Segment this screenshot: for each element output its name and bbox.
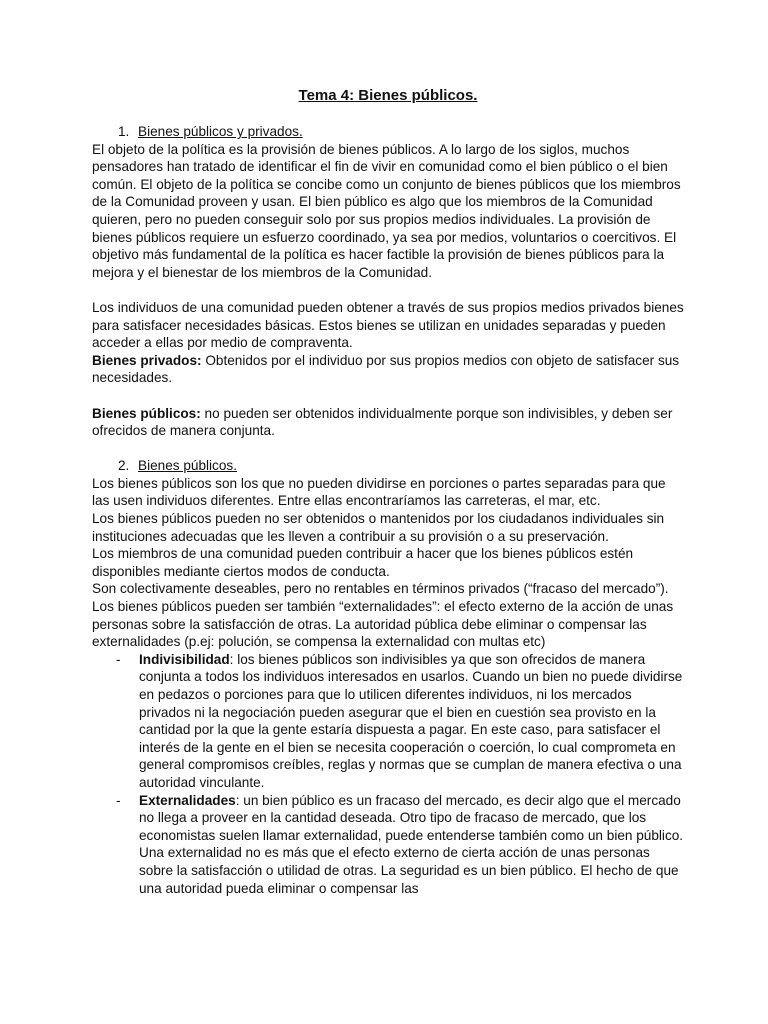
section-heading-1 [92, 123, 684, 141]
paragraph-gap [92, 440, 684, 458]
bullet-body [139, 792, 684, 898]
bullet-item-indivisibilidad [92, 651, 684, 792]
section-title: Bienes públicos. [138, 458, 237, 474]
document-page [92, 86, 684, 897]
definition-label: Bienes públicos: [92, 405, 201, 421]
paragraph: Son colectivamente deseables, pero no rentables en términos privados (“fracaso del mercado”). Los bienes públicos pueden ser también “externalidades”: el efecto externo de la acción de unas personas sobre la satisfacción de otras. La autoridad pública debe eliminar o compensar las externalidades (p.ej: polución, se compensa la externalidad con multas etc) [92, 581, 674, 650]
document-title: Tema 4: Bienes públicos. [298, 87, 478, 104]
bullet-label: Externalidades [139, 792, 236, 808]
definition-text: no pueden ser obtenidos individualmente porque son indivisibles, y deben ser ofrecidos de manera conjunta. [92, 405, 673, 439]
section-heading-2 [92, 457, 684, 475]
bullet-item-externalidades [92, 792, 684, 898]
bullet-dash: - [116, 792, 121, 808]
definition-text: Obtenidos por el individuo por sus propios medios con objeto de satisfacer sus necesidades. [92, 352, 680, 386]
bullet-label: Indivisibilidad [139, 651, 230, 667]
definition-label: Bienes privados: [92, 352, 202, 368]
paragraph: Los miembros de una comunidad pueden contribuir a hacer que los bienes públicos estén disponibles mediante ciertos modos de conducta. [92, 546, 634, 579]
section-title: Bienes públicos y privados. [138, 124, 303, 139]
paragraph-gap [92, 387, 684, 405]
section-number: 1. [118, 124, 130, 139]
paragraph: Los bienes públicos son los que no pueden dividirse en porciones o partes separadas para que las usen individuos diferentes. Entre ellas encontraríamos las carreteras, el mar, etc. [92, 475, 666, 509]
bullet-text: : un bien público es un fracaso del mercado, es decir algo que el mercado no llega a proveer en la cantidad deseada. Otro tipo de fracaso de mercado, que los economistas suelen llamar externalidad, puede entenderse también como un bien público. Una externalidad no es más que el efecto externo de cierta acción de unas personas sobre la satisfacción o utilidad de otras. La seguridad es un bien público. El hecho de que una autoridad pueda eliminar o compensar las [139, 792, 684, 896]
paragraph-gap [92, 281, 684, 299]
definition-privados [92, 352, 684, 387]
bullet-body [139, 651, 684, 792]
bullet-text: : los bienes públicos son indivisibles ya que son ofrecidos de manera conjunta a todos los individuos interesados en usarlos. Cuando un bien no puede dividirse en pedazos o porciones para que lo utilicen diferentes individuos, ni los mercados privados ni la negociación pueden asegurar que el bien en cuestión sea provisto en la cantidad por la que la gente estaría dispuesta a pagar. En este caso, para satisfacer el interés de la gente en el bien se necesita cooperación o coerción, lo cual comprometa en general compromisos creíbles, reglas y normas que se cumplan de manera efectiva o una autoridad vinculante. [139, 651, 683, 790]
bullet-dash: - [116, 651, 121, 667]
paragraph: El objeto de la política es la provisión de bienes públicos. A lo largo de los siglos, muchos pensadores han tratado de identificar el fin de vivir en comunidad como el bien público o el bien común. El objeto de la política se concibe como un conjunto de bienes públicos que los miembros de la Comunidad proveen y usan. El bien público es algo que los miembros de la Comunidad quieren, pero no pueden conseguir solo por sus propios medios individuales. La provisión de bienes públicos requiere un esfuerzo coordinado, ya sea por medios, voluntarios o coercitivos. El objetivo más fundamental de la política es hacer factible la provisión de bienes públicos para la mejora y el bienestar de los miembros de la Comunidad. [92, 141, 681, 280]
definition-publicos [92, 405, 684, 440]
paragraph: Los bienes públicos pueden no ser obtenidos o mantenidos por los ciudadanos individuales sin instituciones adecuadas que les lleven a contribuir a su provisión o a su preservación. [92, 511, 665, 544]
section-number: 2. [118, 458, 130, 474]
paragraph: Los individuos de una comunidad pueden obtener a través de sus propios medios privados bienes para satisfacer necesidades básicas. Estos bienes se utilizan en unidades separadas y pueden acceder a ellas por medio de compraventa. [92, 299, 684, 351]
